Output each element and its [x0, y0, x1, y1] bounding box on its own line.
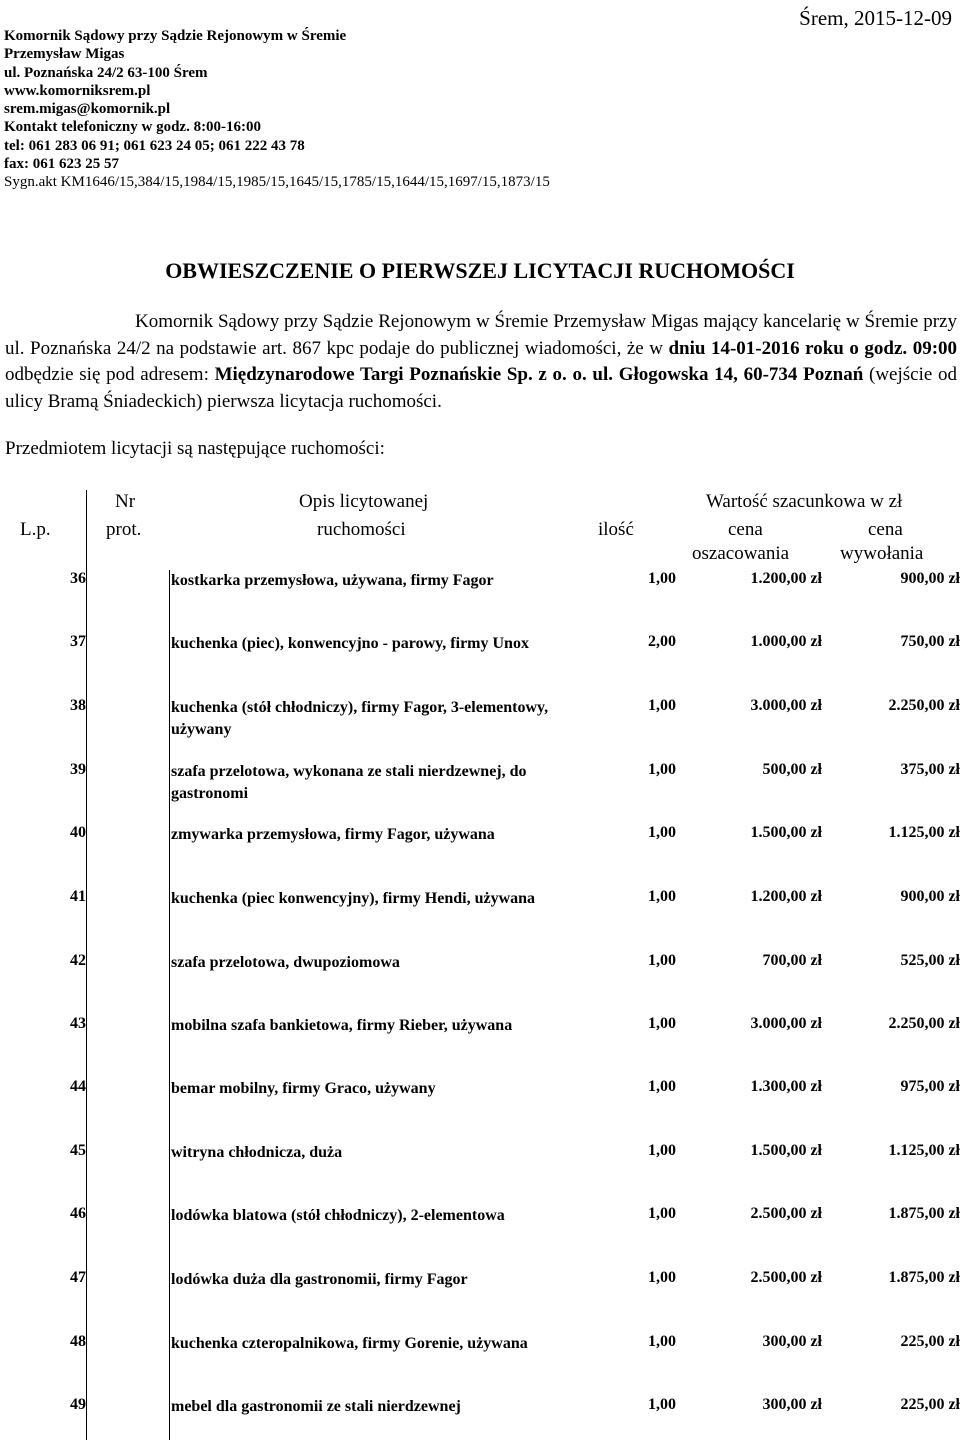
row-description: kostkarka przemysłowa, używana, firmy Fagor	[171, 572, 494, 589]
row-estimated-value: 1.500,00 zł	[750, 824, 822, 841]
auction-date: dniu 14-01-2016 roku o godz.	[668, 337, 908, 359]
row-lp: 42	[70, 952, 86, 969]
row-description: lodówka duża dla gastronomii, firmy Fagor	[171, 1271, 468, 1288]
row-lp: 36	[70, 570, 86, 587]
row-quantity: 1,00	[648, 1078, 676, 1095]
row-description: mebel dla gastronomii ze stali nierdzewnej	[171, 1398, 461, 1415]
header-cena-wyw: cena	[868, 519, 903, 540]
row-starting-price: 900,00 zł	[900, 888, 960, 905]
row-description: kuchenka (piec konwencyjny), firmy Hendi, używana	[171, 890, 536, 907]
subject-line: Przedmiotem licytacji są następujące ruchomości:	[5, 438, 385, 459]
row-lp: 46	[70, 1205, 86, 1222]
row-lp: 48	[70, 1333, 86, 1350]
row-description: lodówka blatowa (stół chłodniczy), 2-elementowa	[171, 1207, 505, 1224]
row-description: bemar mobilny, firmy Graco, używany	[171, 1080, 436, 1097]
row-estimated-value: 300,00 zł	[762, 1396, 822, 1413]
case-signature: Sygn.akt KM1646/15,384/15,1984/15,1985/15,1645/15,1785/15,1644/15,1697/15,1873/15	[4, 174, 550, 191]
auction-time: 09:00	[912, 337, 958, 359]
row-quantity: 1,00	[648, 1205, 676, 1222]
header-cena: cena	[728, 519, 763, 540]
row-starting-price: 900,00 zł	[900, 570, 960, 587]
row-quantity: 1,00	[648, 1015, 676, 1032]
row-lp: 47	[70, 1269, 86, 1286]
row-quantity: 1,00	[648, 1396, 676, 1413]
row-estimated-value: 700,00 zł	[762, 952, 822, 969]
header-line: tel: 061 283 06 91; 061 623 24 05; 061 222 43 78	[4, 137, 305, 154]
row-quantity: 1,00	[648, 1333, 676, 1350]
header-ilosc: ilość	[598, 519, 634, 540]
row-estimated-value: 2.500,00 zł	[750, 1205, 822, 1222]
header-line: www.komorniksrem.pl	[4, 82, 151, 99]
body-text-part: odbędzie się pod adresem:	[5, 364, 215, 385]
document-title: OBWIESZCZENIE O PIERWSZEJ LICYTACJI RUCHOMOŚCI	[165, 258, 795, 283]
row-lp: 39	[70, 761, 86, 778]
announcement-paragraph	[5, 309, 957, 415]
table-header	[0, 487, 960, 567]
row-estimated-value: 1.300,00 zł	[750, 1078, 822, 1095]
row-description: kuchenka (stół chłodniczy), firmy Fagor, 3-elementowy, używany	[171, 699, 549, 738]
header-prot: prot.	[106, 519, 142, 540]
row-quantity: 1,00	[648, 1269, 676, 1286]
row-lp: 49	[70, 1396, 86, 1413]
row-description: zmywarka przemysłowa, firmy Fagor, używana	[171, 826, 495, 843]
row-lp: 40	[70, 824, 86, 841]
row-starting-price: 1.125,00 zł	[888, 824, 960, 841]
header-opis: Opis licytowanej	[299, 491, 429, 512]
row-starting-price: 375,00 zł	[900, 761, 960, 778]
row-quantity: 2,00	[648, 633, 676, 650]
header-line: Kontakt telefoniczny w godz. 8:00-16:00	[4, 119, 262, 136]
header-line: srem.migas@komornik.pl	[4, 101, 171, 118]
row-quantity: 1,00	[648, 761, 676, 778]
row-description: witryna chłodnicza, duża	[171, 1144, 343, 1161]
row-estimated-value: 2.500,00 zł	[750, 1269, 822, 1286]
row-starting-price: 750,00 zł	[900, 633, 960, 650]
bailiff-header	[4, 27, 550, 192]
row-starting-price: 1.875,00 zł	[888, 1205, 960, 1222]
row-estimated-value: 1.200,00 zł	[750, 570, 822, 587]
row-quantity: 1,00	[648, 570, 676, 587]
row-quantity: 1,00	[648, 952, 676, 969]
header-line: ul. Poznańska 24/2 63-100 Śrem	[4, 64, 208, 81]
row-estimated-value: 1.200,00 zł	[750, 888, 822, 905]
row-description: szafa przelotowa, wykonana ze stali nierdzewnej, do gastronomi	[171, 763, 527, 802]
row-estimated-value: 1.000,00 zł	[750, 633, 822, 650]
header-line: Przemysław Migas	[4, 46, 125, 63]
row-starting-price: 2.250,00 zł	[888, 697, 960, 714]
header-wywolania: wywołania	[840, 543, 924, 564]
row-starting-price: 525,00 zł	[900, 952, 960, 969]
auction-address: Międzynarodowe Targi Poznańskie Sp. z o. o. ul. Głogowska 14, 60-734 Poznań	[214, 364, 864, 385]
row-lp: 38	[70, 697, 86, 714]
row-lp: 43	[70, 1015, 86, 1032]
header-wartosc: Wartość szacunkowa w zł	[706, 491, 903, 512]
row-description: kuchenka czteropalnikowa, firmy Gorenie, używana	[171, 1335, 528, 1352]
row-description: mobilna szafa bankietowa, firmy Rieber, używana	[171, 1017, 513, 1034]
header-oszacowania: oszacowania	[692, 543, 790, 564]
row-estimated-value: 3.000,00 zł	[750, 697, 822, 714]
row-description: kuchenka (piec), konwencyjno - parowy, firmy Unox	[171, 635, 529, 652]
row-starting-price: 225,00 zł	[900, 1396, 960, 1413]
row-starting-price: 225,00 zł	[900, 1333, 960, 1350]
row-estimated-value: 3.000,00 zł	[750, 1015, 822, 1032]
row-quantity: 1,00	[648, 1142, 676, 1159]
row-quantity: 1,00	[648, 888, 676, 905]
row-lp: 45	[70, 1142, 86, 1159]
row-lp: 44	[70, 1078, 86, 1095]
header-lp: L.p.	[20, 519, 51, 540]
row-lp: 41	[70, 888, 86, 905]
header-opis2: ruchomości	[317, 519, 406, 540]
body-text-part: Komornik Sądowy przy Sądzie Rejonowym w Śremie Przemysław Migas mający kancelarię w Śremie przy ul. Poznańska 24/2 na podstawie art. 867 kpc podaje do publicznej wiadomości, że w	[5, 311, 957, 359]
table-divider	[169, 570, 170, 1440]
row-quantity: 1,00	[648, 824, 676, 841]
row-starting-price: 1.125,00 zł	[888, 1142, 960, 1159]
row-quantity: 1,00	[648, 697, 676, 714]
items-table	[0, 487, 960, 1415]
row-starting-price: 1.875,00 zł	[888, 1269, 960, 1286]
row-description: szafa przelotowa, dwupoziomowa	[171, 954, 400, 971]
document-date: Śrem, 2015-12-09	[799, 6, 952, 30]
row-lp: 37	[70, 633, 86, 650]
row-starting-price: 2.250,00 zł	[888, 1015, 960, 1032]
row-estimated-value: 500,00 zł	[762, 761, 822, 778]
body-text-part: (wejście od ulicy Bramą Śniadeckich) pierwsza licytacja ruchomości.	[5, 364, 957, 412]
row-starting-price: 975,00 zł	[900, 1078, 960, 1095]
row-estimated-value: 300,00 zł	[762, 1333, 822, 1350]
header-line: Komornik Sądowy przy Sądzie Rejonowym w Śremie	[4, 28, 347, 44]
row-estimated-value: 1.500,00 zł	[750, 1142, 822, 1159]
table-divider	[86, 490, 87, 1440]
header-line: fax: 061 623 25 57	[4, 156, 119, 173]
header-nr: Nr	[115, 491, 136, 512]
